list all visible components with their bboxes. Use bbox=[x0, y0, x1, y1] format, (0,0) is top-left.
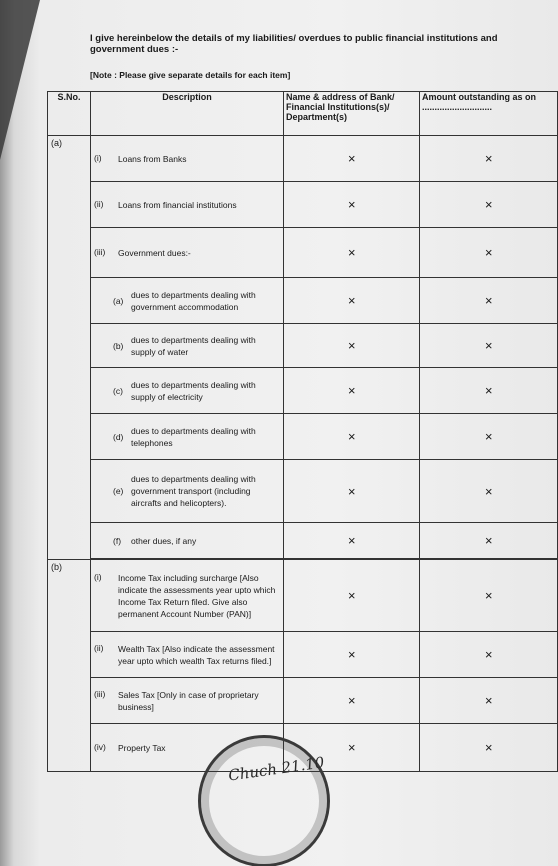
row-letter: (f) bbox=[113, 535, 122, 546]
table-row bbox=[48, 182, 558, 228]
table-row bbox=[48, 324, 558, 368]
amount-mark: × bbox=[420, 228, 558, 278]
header-row bbox=[48, 92, 558, 136]
table-row bbox=[48, 632, 558, 678]
amount-mark: × bbox=[420, 136, 558, 182]
liabilities-table bbox=[47, 91, 558, 772]
row-number: (i) bbox=[94, 152, 102, 163]
bank-mark: × bbox=[284, 136, 420, 182]
row-desc: dues to departments dealing with telephones bbox=[131, 425, 256, 448]
row-desc: Sales Tax [Only in case of proprietary business] bbox=[118, 689, 259, 712]
desc-cell bbox=[91, 523, 284, 559]
header-sno: S.No. bbox=[48, 92, 91, 136]
desc-cell bbox=[91, 560, 284, 632]
row-number: (i) bbox=[94, 571, 102, 582]
row-letter: (b) bbox=[113, 340, 124, 351]
table-row bbox=[48, 368, 558, 414]
row-letter: (c) bbox=[113, 385, 123, 396]
sno-b: (b) bbox=[48, 560, 91, 772]
row-desc: dues to departments dealing with government transport (including aircrafts and helicopters). bbox=[131, 474, 256, 508]
amount-mark: × bbox=[420, 460, 558, 523]
table-row bbox=[48, 523, 558, 559]
bank-mark: × bbox=[284, 278, 420, 324]
row-number: (ii) bbox=[94, 198, 104, 209]
amount-mark: × bbox=[420, 632, 558, 678]
row-letter: (d) bbox=[113, 431, 124, 442]
row-letter: (e) bbox=[113, 486, 124, 496]
bank-mark: × bbox=[284, 324, 420, 368]
desc-cell bbox=[91, 460, 284, 523]
amount-mark: × bbox=[420, 678, 558, 724]
table-row bbox=[48, 278, 558, 324]
table-row bbox=[48, 228, 558, 278]
amount-mark: × bbox=[420, 278, 558, 324]
amount-mark: × bbox=[420, 182, 558, 228]
row-desc: dues to departments dealing with supply of electricity bbox=[131, 379, 256, 402]
amount-mark: × bbox=[420, 324, 558, 368]
row-number: (iii) bbox=[94, 688, 106, 699]
note-text: [Note : Please give separate details for each item] bbox=[90, 70, 291, 80]
bank-mark: × bbox=[284, 368, 420, 414]
desc-cell bbox=[91, 368, 284, 414]
row-desc: other dues, if any bbox=[131, 535, 197, 546]
table-row bbox=[48, 678, 558, 724]
amount-mark: × bbox=[420, 724, 558, 772]
row-desc: Income Tax including surcharge [Also indicate the assessments year upto which Income Tax Return filed. Give also permanent Account Number (PAN)] bbox=[118, 572, 276, 619]
signature: Chuch 21.10 bbox=[227, 753, 326, 785]
bank-mark: × bbox=[284, 460, 420, 523]
amount-mark: × bbox=[420, 523, 558, 559]
header-bank: Name & address of Bank/ Financial Institutions(s)/ Department(s) bbox=[284, 92, 420, 136]
row-letter: (a) bbox=[113, 295, 124, 306]
bank-mark: × bbox=[284, 523, 420, 559]
amount-mark: × bbox=[420, 368, 558, 414]
header-description: Description bbox=[91, 92, 284, 136]
bank-mark: × bbox=[284, 724, 420, 772]
desc-cell bbox=[91, 678, 284, 724]
table-row bbox=[48, 414, 558, 460]
row-number: (iii) bbox=[94, 246, 106, 257]
bank-mark: × bbox=[284, 678, 420, 724]
amount-mark: × bbox=[420, 560, 558, 632]
table-row bbox=[48, 560, 558, 632]
bank-mark: × bbox=[284, 228, 420, 278]
desc-cell bbox=[91, 228, 284, 278]
table-row bbox=[48, 460, 558, 523]
row-desc: Wealth Tax [Also indicate the assessment year upto which wealth Tax returns filed.] bbox=[118, 643, 275, 666]
header-amount: Amount outstanding as on ............................ bbox=[420, 92, 558, 136]
row-desc: Loans from financial institutions bbox=[118, 199, 237, 210]
desc-cell bbox=[91, 414, 284, 460]
table-row bbox=[48, 136, 558, 182]
desc-cell bbox=[91, 182, 284, 228]
bank-mark: × bbox=[284, 182, 420, 228]
desc-cell bbox=[91, 136, 284, 182]
row-number: (ii) bbox=[94, 642, 104, 653]
desc-cell bbox=[91, 324, 284, 368]
row-desc: Government dues:- bbox=[118, 247, 191, 258]
intro-text: I give hereinbelow the details of my liabilities/ overdues to public financial institutions and government dues :- bbox=[90, 33, 498, 55]
desc-cell bbox=[91, 278, 284, 324]
amount-mark: × bbox=[420, 414, 558, 460]
row-number: (iv) bbox=[94, 741, 106, 752]
bank-mark: × bbox=[284, 414, 420, 460]
row-desc: Property Tax bbox=[118, 742, 166, 753]
bank-mark: × bbox=[284, 560, 420, 632]
scan-shadow bbox=[0, 0, 40, 160]
bank-mark: × bbox=[284, 632, 420, 678]
row-desc: dues to departments dealing with government accommodation bbox=[131, 289, 256, 312]
row-desc: dues to departments dealing with supply of water bbox=[131, 334, 256, 357]
desc-cell bbox=[91, 632, 284, 678]
row-desc: Loans from Banks bbox=[118, 153, 187, 164]
sno-a: (a) bbox=[48, 136, 91, 560]
